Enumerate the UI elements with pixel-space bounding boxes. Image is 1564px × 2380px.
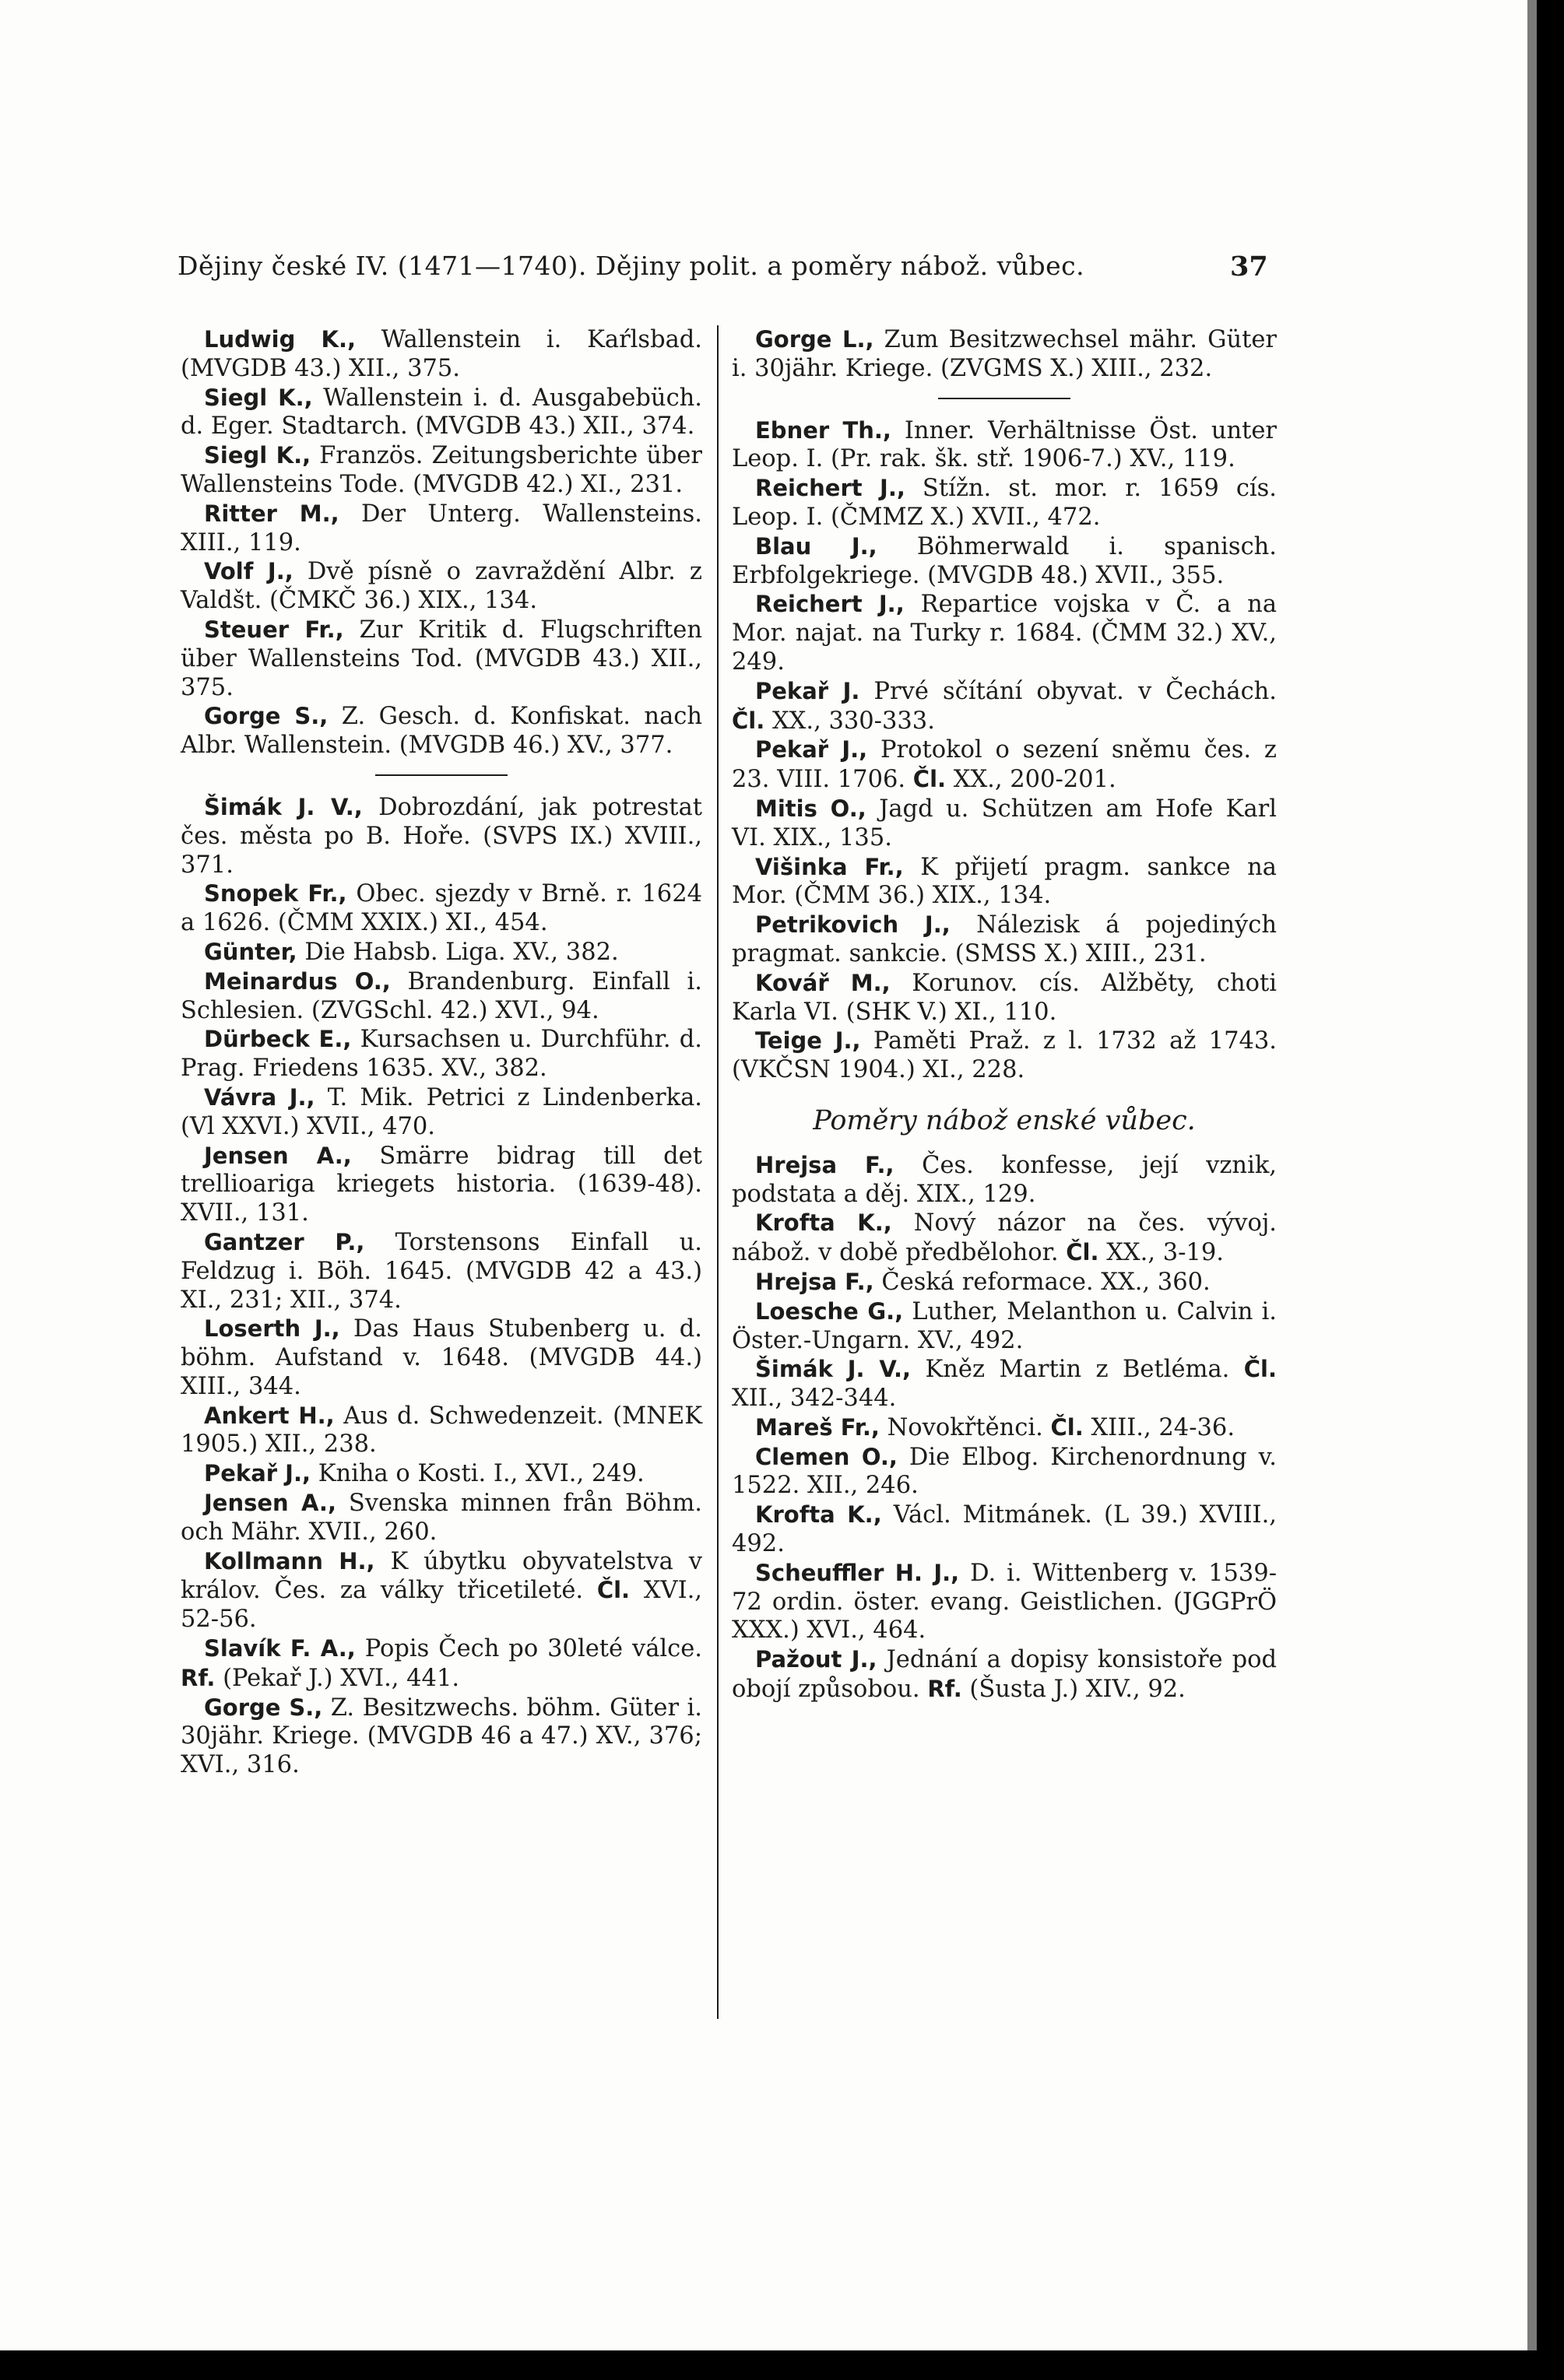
entry-author: Loesche G., bbox=[755, 1297, 904, 1325]
entry-source-tag: Čl. bbox=[1050, 1413, 1084, 1441]
entry-source-tag: Čl. bbox=[732, 707, 765, 734]
entry-text: K přijetí pragm. sankce na Mor. (ČMM 36.) XIX., 134. bbox=[732, 853, 1277, 910]
entry-text: Dvě písně o zavraždění Albr. z Valdšt. (ČMKČ 36.) XIX., 134. bbox=[181, 558, 702, 615]
entry-text: Novokřtěnci. bbox=[879, 1413, 1051, 1441]
bibliography-entry bbox=[181, 1547, 702, 1634]
entry-author: Višinka Fr., bbox=[755, 853, 904, 880]
bibliography-entry bbox=[732, 677, 1277, 736]
entry-text: Kniha o Kosti. I., XVI., 249. bbox=[311, 1460, 645, 1488]
entry-text-tail: XX., 200-201. bbox=[946, 766, 1116, 794]
entry-author: Clemen O., bbox=[755, 1443, 898, 1470]
entry-text: Inner. Verhältnisse Öst. unter Leop. I. (Pr. rak. šk. stř. 1906-7.) XV., 119. bbox=[732, 416, 1277, 473]
bibliography-entry bbox=[181, 557, 702, 616]
bibliography-entry bbox=[732, 1355, 1277, 1413]
entry-text: Jednání a dopisy konsistoře pod obojí způsobou. bbox=[732, 1646, 1277, 1704]
entry-text: Čes. konfesse, její vznik, podstata a děj. XIX., 129. bbox=[732, 1151, 1277, 1208]
column-divider bbox=[717, 325, 719, 2019]
page-edge bbox=[1527, 0, 1537, 2350]
bibliography-entry bbox=[181, 702, 702, 760]
bibliography-entry bbox=[181, 1634, 702, 1694]
bibliography-entry bbox=[181, 1315, 702, 1401]
bibliography-entry bbox=[181, 1694, 702, 1780]
entry-text: Česká reformace. XX., 360. bbox=[873, 1268, 1211, 1296]
bibliography-entry bbox=[732, 1209, 1277, 1268]
entry-text: Französ. Zeitungsberichte über Wallensteins Tode. (MVGDB 42.) XI., 231. bbox=[181, 442, 702, 498]
entry-text: Zur Kritik d. Flugschriften über Wallensteins Tod. (MVGDB 43.) XII., 375. bbox=[181, 616, 702, 701]
bibliography-entry bbox=[732, 1559, 1277, 1645]
running-header bbox=[177, 251, 1283, 281]
entry-source-tag: Čl. bbox=[1243, 1356, 1277, 1383]
entry-text: Zum Besitzwechsel mähr. Güter i. 30jähr. Kriege. (ZVGMS X.) XIII., 232. bbox=[732, 326, 1277, 382]
entry-text: Kněz Martin z Betléma. bbox=[911, 1356, 1244, 1384]
bibliography-entry bbox=[181, 1025, 702, 1083]
bibliography-entry bbox=[732, 1501, 1277, 1559]
section-heading: Poměry nábož enské vůbec. bbox=[813, 1104, 1196, 1136]
entry-text: Die Habsb. Liga. XV., 382. bbox=[297, 938, 619, 966]
bibliography-entry bbox=[732, 474, 1277, 532]
header-title: Dějiny české IV. (1471—1740). Dějiny polit. a poměry nábož. vůbec. bbox=[177, 251, 1085, 281]
bibliography-entry bbox=[181, 938, 702, 967]
entry-author: Dürbeck E., bbox=[204, 1026, 352, 1053]
entry-author: Pekař J., bbox=[755, 736, 868, 763]
entry-author: Ritter M., bbox=[204, 500, 339, 527]
entry-author: Günter, bbox=[204, 938, 297, 965]
bibliography-entry bbox=[732, 532, 1277, 591]
entry-text: Protokol o sezení sněmu čes. z 23. VIII. 1706. bbox=[732, 736, 1277, 794]
entry-text: Brandenburg. Einfall i. Schlesien. (ZVGSchl. 42.) XVI., 94. bbox=[181, 967, 703, 1024]
bibliography-entry bbox=[732, 1268, 1277, 1297]
entry-author: Hrejsa F., bbox=[755, 1268, 874, 1295]
entry-author: Mitis O., bbox=[755, 795, 866, 822]
bibliography-entry bbox=[181, 1083, 702, 1142]
entry-source-tag: Rf. bbox=[927, 1676, 962, 1703]
bibliography-entry bbox=[181, 500, 702, 558]
entry-text: Wallenstein i. d. Ausgabebüch. d. Eger. Stadtarch. (MVGDB 43.) XII., 374. bbox=[181, 384, 702, 441]
entry-text: Z. Gesch. d. Konfiskat. nach Albr. Wallenstein. (MVGDB 46.) XV., 377. bbox=[181, 703, 702, 760]
entry-author: Volf J., bbox=[204, 558, 293, 585]
bibliography-entry bbox=[181, 879, 702, 938]
bibliography-entry bbox=[181, 1459, 702, 1489]
entry-text-tail: XII., 342-344. bbox=[732, 1385, 897, 1413]
entry-author: Scheuffler H. J., bbox=[755, 1559, 960, 1586]
bibliography-entry bbox=[732, 1413, 1277, 1443]
bibliography-entry bbox=[732, 1297, 1277, 1356]
bibliography-entry bbox=[181, 384, 702, 442]
bibliography-column-right bbox=[732, 325, 1277, 1704]
bibliography-entry bbox=[181, 793, 702, 879]
bibliography-entry bbox=[732, 590, 1277, 676]
page-number: 37 bbox=[1230, 251, 1268, 283]
entry-text: Der Unterg. Wallensteins. XIII., 119. bbox=[181, 500, 702, 556]
entry-text-tail: XX., 3-19. bbox=[1098, 1239, 1224, 1267]
entry-author: Pekař J., bbox=[204, 1460, 311, 1487]
entry-author: Kollmann H., bbox=[204, 1547, 375, 1574]
bibliography-entry bbox=[732, 416, 1277, 475]
entry-text: Dobrozdání, jak potrestat čes. města po B. Hoře. (SVPS IX.) XVIII., 371. bbox=[181, 793, 703, 879]
entry-author: Ankert H., bbox=[204, 1402, 335, 1429]
entry-text: Das Haus Stubenberg u. d. böhm. Aufstand v. 1648. (MVGDB 44.) XIII., 344. bbox=[181, 1315, 702, 1400]
entry-author: Mareš Fr., bbox=[755, 1413, 880, 1441]
entry-author: Pekař J. bbox=[755, 677, 860, 704]
entry-text-tail: XIII., 24-36. bbox=[1083, 1413, 1235, 1441]
bibliography-entry bbox=[181, 441, 702, 500]
bibliography-entry bbox=[181, 1402, 702, 1460]
entry-text: Korunov. cís. Alžběty, choti Karla VI. (SHK V.) XI., 110. bbox=[732, 969, 1277, 1026]
entry-author: Vávra J., bbox=[204, 1083, 315, 1111]
entry-text-tail: XX., 330-333. bbox=[764, 707, 935, 735]
entry-text: Kursachsen u. Durchführ. d. Prag. Friedens 1635. XV., 382. bbox=[181, 1026, 703, 1083]
entry-author: Loserth J., bbox=[204, 1315, 340, 1343]
bibliography-entry bbox=[181, 1142, 702, 1228]
bibliography-entry bbox=[181, 967, 702, 1026]
entry-author: Krofta K., bbox=[755, 1501, 882, 1529]
bibliography-entry bbox=[732, 1443, 1277, 1501]
entry-author: Pažout J., bbox=[755, 1646, 877, 1673]
entry-author: Gorge L., bbox=[755, 326, 874, 353]
bibliography-entry bbox=[732, 735, 1277, 795]
entry-text: Václ. Mitmánek. (L 39.) XVIII., 492. bbox=[732, 1501, 1277, 1558]
entry-text: Die Elbog. Kirchenordnung v. 1522. XII., 246. bbox=[732, 1443, 1277, 1500]
entry-text: Wallenstein i. Kaŕlsbad. (MVGDB 43.) XII., 375. bbox=[181, 326, 702, 382]
entry-text: Svenska minnen från Böhm. och Mähr. XVII., 260. bbox=[181, 1490, 702, 1546]
entry-author: Reichert J., bbox=[755, 475, 905, 502]
entry-author: Teige J., bbox=[755, 1027, 861, 1055]
entry-text: Torstensons Einfall u. Feldzug i. Böh. 1645. (MVGDB 42 a 43.) XI., 231; XII., 374. bbox=[181, 1228, 702, 1314]
entry-author: Siegl K., bbox=[204, 384, 313, 411]
entry-author: Snopek Fr., bbox=[204, 880, 347, 907]
entry-text: Stížn. st. mor. r. 1659 cís. Leop. I. (ČMMZ X.) XVII., 472. bbox=[732, 475, 1278, 531]
bibliography-entry bbox=[181, 325, 702, 384]
bibliography-entry bbox=[181, 1228, 702, 1315]
section-rule bbox=[938, 398, 1070, 399]
bibliography-entry bbox=[732, 853, 1277, 911]
entry-source-tag: Čl. bbox=[1066, 1239, 1099, 1266]
entry-text: Aus d. Schwedenzeit. (MNEK 1905.) XII., 238. bbox=[181, 1402, 702, 1459]
entry-source-tag: Čl. bbox=[912, 766, 947, 793]
entry-text: Böhmerwald i. spanisch. Erbfolgekriege. (MVGDB 48.) XVII., 355. bbox=[732, 532, 1277, 589]
entry-author: Gantzer P., bbox=[204, 1228, 365, 1255]
entry-text-tail: XVI., 52-56. bbox=[181, 1577, 703, 1634]
entry-text: D. i. Wittenberg v. 1539-72 ordin. öster. evang. Geistlichen. (JGGPrÖ XXX.) XVI., 464. bbox=[732, 1559, 1277, 1645]
entry-author: Meinardus O., bbox=[204, 967, 391, 995]
bibliography-entry bbox=[181, 616, 702, 702]
bibliography-entry bbox=[732, 911, 1277, 969]
entry-text: T. Mik. Petrici z Lindenberka. (Vl XXVI.) XVII., 470. bbox=[181, 1083, 702, 1140]
bibliography-entry bbox=[732, 969, 1277, 1027]
bibliography-entry bbox=[732, 1151, 1277, 1209]
section-rule bbox=[375, 774, 508, 776]
entry-text: Obec. sjezdy v Brně. r. 1624 a 1626. (ČMM XXIX.) XI., 454. bbox=[181, 880, 703, 937]
entry-text-tail: (Šusta J.) XIV., 92. bbox=[961, 1676, 1186, 1704]
entry-source-tag: Rf. bbox=[181, 1664, 216, 1691]
entry-author: Krofta K., bbox=[755, 1209, 892, 1237]
entry-text: Paměti Praž. z l. 1732 až 1743. (VKČSN 1904.) XI., 228. bbox=[732, 1027, 1277, 1084]
bibliography-column-left bbox=[181, 325, 702, 1780]
entry-text-tail: (Pekař J.) XVI., 441. bbox=[215, 1664, 460, 1692]
entry-text: Prvé sčítání obyvat. v Čechách. bbox=[859, 677, 1277, 705]
entry-author: Petrikovich J., bbox=[755, 911, 951, 939]
entry-author: Blau J., bbox=[755, 532, 877, 560]
entry-author: Ludwig K., bbox=[204, 326, 357, 353]
entry-source-tag: Čl. bbox=[596, 1577, 631, 1604]
entry-author: Jensen A., bbox=[204, 1490, 336, 1517]
entry-author: Slavík F. A., bbox=[204, 1635, 356, 1662]
bibliography-entry bbox=[732, 1027, 1277, 1085]
entry-text: Jagd u. Schützen am Hofe Karl VI. XIX., 135. bbox=[732, 795, 1277, 851]
bibliography-entry bbox=[732, 325, 1277, 384]
entry-text: Nálezisk á pojediných pragmat. sankcie. (SMSS X.) XIII., 231. bbox=[732, 911, 1277, 967]
entry-text: Repartice vojska v Č. a na Mor. najat. na Turky r. 1684. (ČMM 32.) XV., 249. bbox=[732, 591, 1277, 676]
entry-author: Kovář M., bbox=[755, 969, 891, 996]
entry-author: Siegl K., bbox=[204, 442, 311, 469]
entry-text: Smärre bidrag till det trellioariga kriegets historia. (1639-48). XVII., 131. bbox=[181, 1142, 702, 1227]
entry-author: Šimák J. V., bbox=[755, 1356, 912, 1383]
entry-author: Gorge S., bbox=[204, 1694, 323, 1721]
entry-text: K úbytku obyvatelstva v králov. Čes. za války třicetileté. bbox=[181, 1547, 702, 1605]
bibliography-entry bbox=[732, 1645, 1277, 1704]
entry-text: Z. Besitzwechs. böhm. Güter i. 30jähr. Kriege. (MVGDB 46 a 47.) XV., 376; XVI., 316. bbox=[181, 1694, 702, 1779]
bibliography-entry bbox=[181, 1489, 702, 1547]
entry-author: Jensen A., bbox=[204, 1142, 352, 1169]
entry-text: Popis Čech po 30leté válce. bbox=[355, 1635, 702, 1663]
entry-author: Ebner Th., bbox=[755, 416, 891, 444]
bibliography-entry bbox=[732, 795, 1277, 853]
entry-author: Hrejsa F., bbox=[755, 1151, 894, 1178]
entry-author: Steuer Fr., bbox=[204, 616, 344, 643]
entry-text: Luther, Melanthon u. Calvin i. Öster.-Ungarn. XV., 492. bbox=[732, 1297, 1277, 1354]
entry-author: Reichert J., bbox=[755, 591, 905, 618]
entry-text: Nový názor na čes. vývoj. nábož. v době předbělohor. bbox=[732, 1209, 1277, 1267]
entry-author: Šimák J. V., bbox=[204, 793, 363, 820]
entry-author: Gorge S., bbox=[204, 703, 329, 730]
